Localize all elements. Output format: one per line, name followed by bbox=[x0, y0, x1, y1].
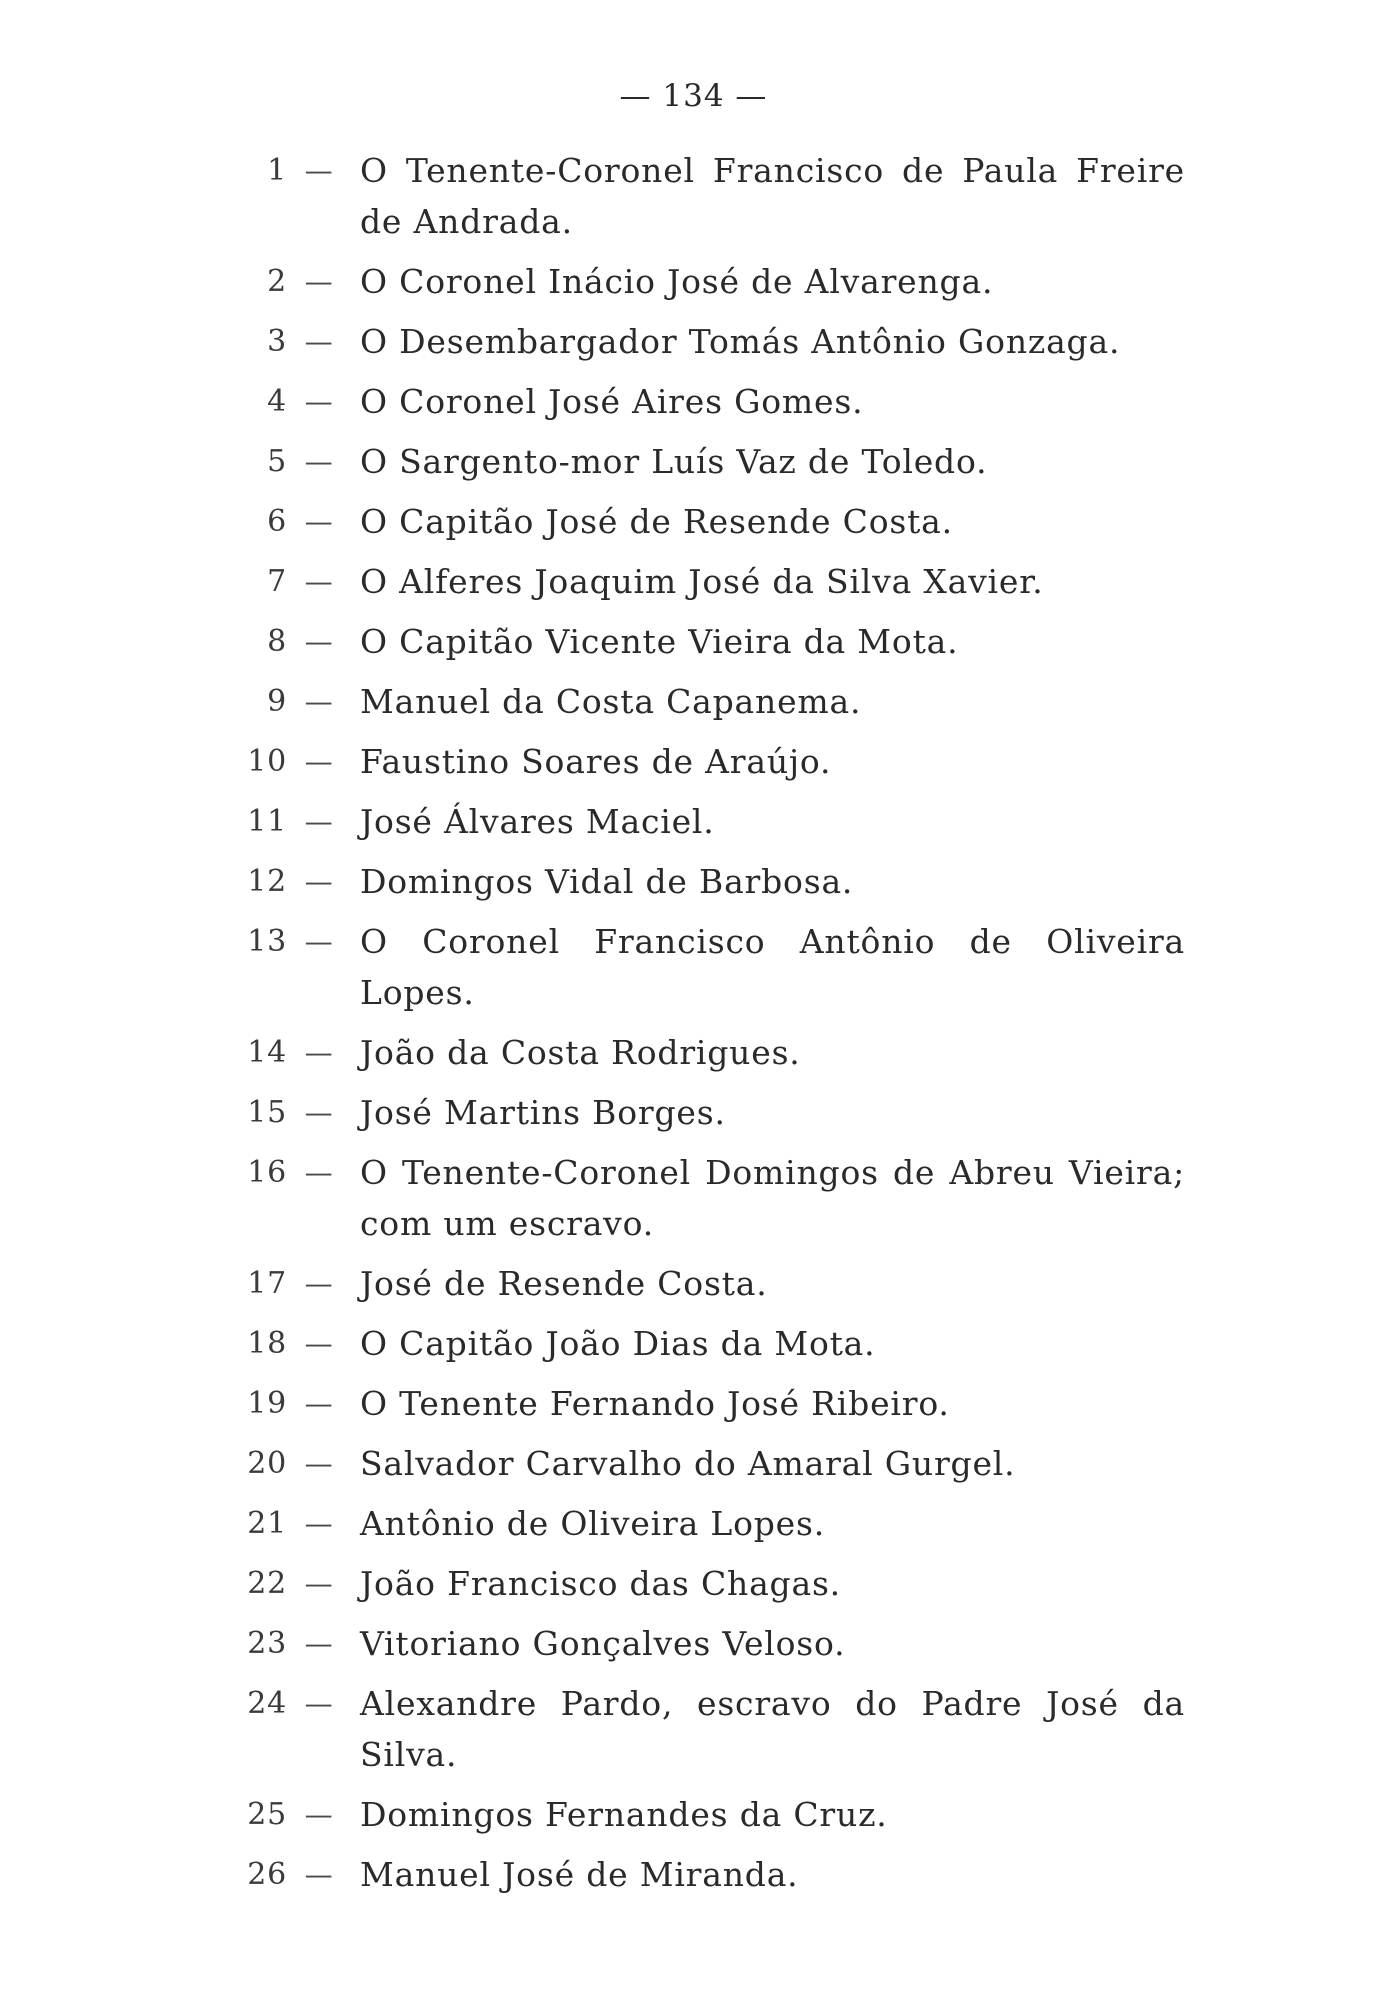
entry-dash: — bbox=[304, 1798, 334, 1831]
entry-text: Domingos Vidal de Barbosa. bbox=[360, 862, 854, 901]
entry-number: 5 bbox=[267, 444, 287, 479]
entry-dash: — bbox=[304, 1687, 334, 1720]
list-item bbox=[225, 556, 1185, 607]
list-item bbox=[225, 1438, 1185, 1489]
entry-dash: — bbox=[304, 325, 334, 358]
entry-number: 20 bbox=[247, 1446, 287, 1481]
list-item bbox=[225, 916, 1185, 1018]
entry-text: O Capitão Vicente Vieira da Mota. bbox=[360, 622, 959, 661]
entry-text: José Martins Borges. bbox=[360, 1093, 726, 1132]
list-item bbox=[225, 145, 1185, 247]
list-item bbox=[225, 1678, 1185, 1780]
page-number: — 134 — bbox=[619, 78, 768, 114]
entry-dash: — bbox=[304, 445, 334, 478]
entry-text: Alexandre Pardo, escravo do Padre José da Silva. bbox=[360, 1684, 1185, 1774]
entry-number: 3 bbox=[267, 324, 287, 359]
entry-dash: — bbox=[304, 1036, 334, 1069]
entry-dash: — bbox=[304, 1156, 334, 1189]
list-item bbox=[225, 1498, 1185, 1549]
entry-text: O Sargento-mor Luís Vaz de Toledo. bbox=[360, 442, 988, 481]
entry-dash: — bbox=[304, 625, 334, 658]
entry-dash: — bbox=[304, 505, 334, 538]
entry-number: 7 bbox=[267, 564, 287, 599]
entry-number: 24 bbox=[247, 1686, 287, 1721]
list-item bbox=[225, 1147, 1185, 1249]
entry-text: Salvador Carvalho do Amaral Gurgel. bbox=[360, 1444, 1016, 1483]
list-item bbox=[225, 676, 1185, 727]
entry-number: 2 bbox=[267, 264, 287, 299]
entry-text: Manuel José de Miranda. bbox=[360, 1855, 799, 1894]
list-item bbox=[225, 736, 1185, 787]
entry-number: 6 bbox=[267, 504, 287, 539]
entry-text: O Tenente-Coronel Francisco de Paula Freire de Andrada. bbox=[360, 151, 1185, 241]
list-item bbox=[225, 376, 1185, 427]
entry-number: 9 bbox=[267, 684, 287, 719]
list-item bbox=[225, 1027, 1185, 1078]
entry-text: O Tenente-Coronel Domingos de Abreu Vieira; com um escravo. bbox=[360, 1153, 1185, 1243]
entry-dash: — bbox=[304, 685, 334, 718]
entry-dash: — bbox=[304, 865, 334, 898]
entry-number: 26 bbox=[247, 1857, 287, 1892]
entry-text: Vitoriano Gonçalves Veloso. bbox=[360, 1624, 846, 1663]
entry-number: 10 bbox=[247, 744, 287, 779]
list-item bbox=[225, 1258, 1185, 1309]
entry-list bbox=[225, 145, 1185, 1909]
entry-dash: — bbox=[304, 565, 334, 598]
entry-text: O Capitão José de Resende Costa. bbox=[360, 502, 953, 541]
entry-dash: — bbox=[304, 1858, 334, 1891]
entry-number: 15 bbox=[247, 1095, 287, 1130]
entry-text: O Coronel Francisco Antônio de Oliveira Lopes. bbox=[360, 922, 1185, 1012]
entry-text: O Alferes Joaquim José da Silva Xavier. bbox=[360, 562, 1044, 601]
entry-number: 22 bbox=[247, 1566, 287, 1601]
entry-text: João Francisco das Chagas. bbox=[360, 1564, 841, 1603]
entry-dash: — bbox=[304, 265, 334, 298]
list-item bbox=[225, 616, 1185, 667]
list-item bbox=[225, 436, 1185, 487]
entry-text: José Álvares Maciel. bbox=[360, 802, 715, 841]
entry-dash: — bbox=[304, 154, 334, 187]
entry-dash: — bbox=[304, 805, 334, 838]
entry-number: 19 bbox=[247, 1386, 287, 1421]
entry-number: 23 bbox=[247, 1626, 287, 1661]
list-item bbox=[225, 316, 1185, 367]
entry-number: 8 bbox=[267, 624, 287, 659]
entry-text: O Desembargador Tomás Antônio Gonzaga. bbox=[360, 322, 1121, 361]
entry-dash: — bbox=[304, 1096, 334, 1129]
list-item bbox=[225, 1789, 1185, 1840]
entry-text: Domingos Fernandes da Cruz. bbox=[360, 1795, 888, 1834]
entry-dash: — bbox=[304, 1327, 334, 1360]
entry-text: Antônio de Oliveira Lopes. bbox=[360, 1504, 826, 1543]
entry-dash: — bbox=[304, 925, 334, 958]
entry-text: O Coronel Inácio José de Alvarenga. bbox=[360, 262, 994, 301]
entry-number: 1 bbox=[267, 153, 287, 188]
entry-number: 16 bbox=[247, 1155, 287, 1190]
entry-dash: — bbox=[304, 745, 334, 778]
entry-number: 12 bbox=[247, 864, 287, 899]
entry-text: O Capitão João Dias da Mota. bbox=[360, 1324, 876, 1363]
entry-text: Faustino Soares de Araújo. bbox=[360, 742, 832, 781]
entry-dash: — bbox=[304, 1447, 334, 1480]
list-item bbox=[225, 256, 1185, 307]
entry-number: 18 bbox=[247, 1326, 287, 1361]
list-item bbox=[225, 496, 1185, 547]
entry-number: 13 bbox=[247, 924, 287, 959]
entry-number: 11 bbox=[247, 804, 287, 839]
entry-text: O Tenente Fernando José Ribeiro. bbox=[360, 1384, 950, 1423]
entry-dash: — bbox=[304, 1387, 334, 1420]
entry-dash: — bbox=[304, 1627, 334, 1660]
entry-number: 14 bbox=[247, 1035, 287, 1070]
entry-number: 25 bbox=[247, 1797, 287, 1832]
entry-text: José de Resende Costa. bbox=[360, 1264, 768, 1303]
list-item bbox=[225, 1087, 1185, 1138]
entry-text: O Coronel José Aires Gomes. bbox=[360, 382, 864, 421]
list-item bbox=[225, 1558, 1185, 1609]
list-item bbox=[225, 796, 1185, 847]
entry-number: 17 bbox=[247, 1266, 287, 1301]
entry-dash: — bbox=[304, 1267, 334, 1300]
entry-number: 4 bbox=[267, 384, 287, 419]
entry-dash: — bbox=[304, 385, 334, 418]
list-item bbox=[225, 1849, 1185, 1900]
list-item bbox=[225, 1318, 1185, 1369]
list-item bbox=[225, 856, 1185, 907]
entry-dash: — bbox=[304, 1507, 334, 1540]
entry-number: 21 bbox=[247, 1506, 287, 1541]
entry-text: Manuel da Costa Capanema. bbox=[360, 682, 862, 721]
entry-text: João da Costa Rodrigues. bbox=[360, 1033, 801, 1072]
list-item bbox=[225, 1618, 1185, 1669]
list-item bbox=[225, 1378, 1185, 1429]
entry-dash: — bbox=[304, 1567, 334, 1600]
